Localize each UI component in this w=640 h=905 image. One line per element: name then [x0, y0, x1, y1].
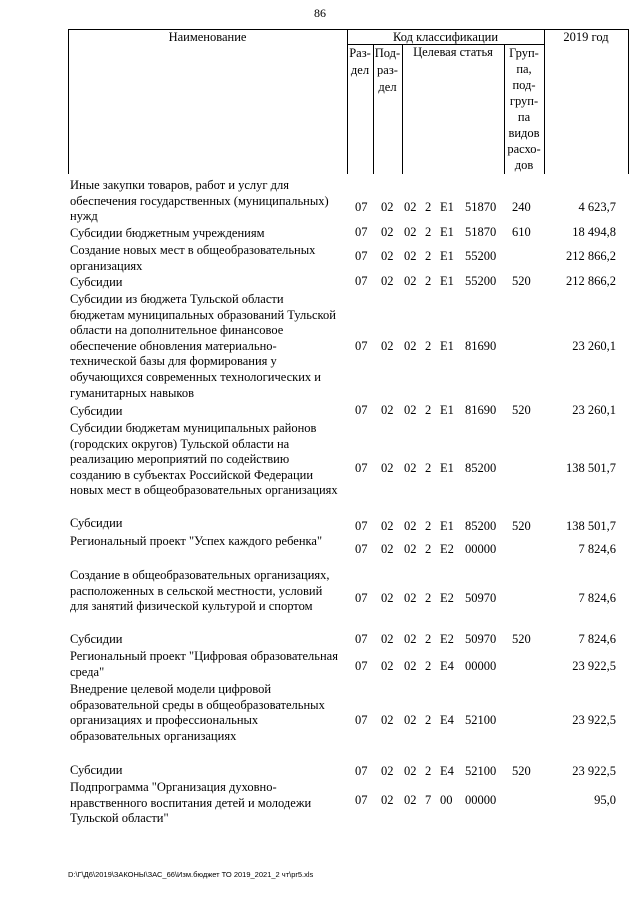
target-program-cell: 02	[404, 200, 417, 214]
target-project-cell: Е1	[440, 225, 454, 239]
row-name: Создание новых мест в общеобразовательных организациях	[70, 243, 316, 273]
amount-cell: 95,0	[594, 793, 616, 807]
row-name: Региональный проект "Успех каждого ребенка"	[70, 534, 323, 548]
target-subprogram-cell: 2	[425, 542, 432, 556]
expense-group-cell: 520	[512, 403, 531, 417]
table-row	[0, 568, 640, 631]
amount-cell: 7 824,6	[578, 632, 616, 646]
target-direction-cell: 85200	[465, 461, 497, 475]
target-direction-cell: 81690	[465, 403, 497, 417]
razdel-cell: 07	[355, 659, 368, 673]
target-program-cell: 02	[404, 274, 417, 288]
target-direction-cell: 50970	[465, 591, 497, 605]
target-direction-cell: 00000	[465, 793, 497, 807]
target-program-cell: 02	[404, 339, 417, 353]
target-direction-cell: 52100	[465, 713, 497, 727]
target-program-cell: 02	[404, 225, 417, 239]
table-row	[0, 682, 640, 762]
razdel-cell: 07	[355, 713, 368, 727]
col-header-year: 2019 год	[563, 30, 609, 44]
row-name: Субсидии	[70, 516, 123, 530]
amount-cell: 212 866,2	[566, 274, 616, 288]
table-row	[0, 780, 640, 827]
target-project-cell: Е1	[440, 461, 454, 475]
table-header	[68, 29, 628, 174]
podrazdel-cell: 02	[381, 659, 394, 673]
amount-cell: 138 501,7	[566, 461, 616, 475]
expense-group-cell: 240	[512, 200, 531, 214]
target-direction-cell: 50970	[465, 632, 497, 646]
amount-cell: 18 494,8	[572, 225, 616, 239]
razdel-cell: 07	[355, 403, 368, 417]
file-path-footer: D:\Г\Д6\2019\ЗАКОНЫ\ЗАС_66\Изм.бюджет ТО 2019_2021_2 чт\pr5.xls	[68, 870, 314, 879]
podrazdel-cell: 02	[381, 249, 394, 263]
target-program-cell: 02	[404, 519, 417, 533]
col-header-razdel: Раз- дел	[349, 46, 371, 77]
razdel-cell: 07	[355, 461, 368, 475]
razdel-cell: 07	[355, 339, 368, 353]
target-program-cell: 02	[404, 249, 417, 263]
target-direction-cell: 81690	[465, 339, 497, 353]
target-program-cell: 02	[404, 542, 417, 556]
target-project-cell: Е1	[440, 249, 454, 263]
target-subprogram-cell: 2	[425, 519, 432, 533]
row-name: Подпрограмма "Организация духовно-нравственного воспитания детей и молодежи Тульской области"	[70, 780, 312, 826]
target-project-cell: Е2	[440, 542, 454, 556]
target-direction-cell: 52100	[465, 764, 497, 778]
target-program-cell: 02	[404, 591, 417, 605]
table-row	[0, 534, 640, 570]
target-direction-cell: 51870	[465, 225, 497, 239]
table-row	[0, 404, 640, 420]
podrazdel-cell: 02	[381, 542, 394, 556]
podrazdel-cell: 02	[381, 591, 394, 605]
table-row	[0, 516, 640, 532]
razdel-cell: 07	[355, 274, 368, 288]
table-row	[0, 421, 640, 515]
amount-cell: 23 922,5	[572, 713, 616, 727]
col-header-podrazdel: Под- раз- дел	[374, 46, 401, 94]
target-project-cell: Е1	[440, 339, 454, 353]
row-name: Иные закупки товаров, работ и услуг для обеспечения государственных (муниципальных) нужд	[70, 178, 329, 224]
target-project-cell: 00	[440, 793, 453, 807]
target-subprogram-cell: 2	[425, 274, 432, 288]
target-subprogram-cell: 7	[425, 793, 432, 807]
target-project-cell: Е1	[440, 519, 454, 533]
amount-cell: 23 922,5	[572, 659, 616, 673]
razdel-cell: 07	[355, 249, 368, 263]
podrazdel-cell: 02	[381, 200, 394, 214]
expense-group-cell: 520	[512, 274, 531, 288]
target-program-cell: 02	[404, 713, 417, 727]
razdel-cell: 07	[355, 519, 368, 533]
razdel-cell: 07	[355, 632, 368, 646]
row-name: Субсидии бюджетам муниципальных районов (городских округов) Тульской области на реализацию мероприятий по содействию созданию в субъектах Российской Федерации новых мест в общеобразовательных организациях	[70, 421, 338, 498]
podrazdel-cell: 02	[381, 274, 394, 288]
table-row	[0, 632, 640, 648]
target-direction-cell: 00000	[465, 659, 497, 673]
table-row	[0, 649, 640, 680]
target-direction-cell: 55200	[465, 249, 497, 263]
col-header-group: Груп- па, под- груп- па видов расхо- дов	[507, 46, 541, 172]
target-subprogram-cell: 2	[425, 339, 432, 353]
target-project-cell: Е4	[440, 713, 454, 727]
row-name: Субсидии	[70, 763, 123, 777]
target-subprogram-cell: 2	[425, 659, 432, 673]
amount-cell: 7 824,6	[578, 591, 616, 605]
table-row	[0, 178, 640, 225]
target-project-cell: Е2	[440, 632, 454, 646]
target-direction-cell: 55200	[465, 274, 497, 288]
target-direction-cell: 51870	[465, 200, 497, 214]
target-subprogram-cell: 2	[425, 225, 432, 239]
table-row	[0, 292, 640, 403]
table-row	[0, 226, 640, 242]
target-subprogram-cell: 2	[425, 764, 432, 778]
target-program-cell: 02	[404, 793, 417, 807]
row-name: Субсидии бюджетным учреждениям	[70, 226, 265, 240]
target-project-cell: Е2	[440, 591, 454, 605]
razdel-cell: 07	[355, 764, 368, 778]
target-subprogram-cell: 2	[425, 713, 432, 727]
target-project-cell: Е1	[440, 274, 454, 288]
table-row	[0, 763, 640, 779]
row-name: Субсидии из бюджета Тульской области бюджетам муниципальных образований Тульской области на дополнительное финансовое обеспечение обновления материально-технической базы для формирования у обучающихся современных технологических и гуманитарных навыков	[70, 292, 336, 400]
razdel-cell: 07	[355, 225, 368, 239]
podrazdel-cell: 02	[381, 225, 394, 239]
col-header-name: Наименование	[168, 30, 247, 44]
target-subprogram-cell: 2	[425, 403, 432, 417]
amount-cell: 4 623,7	[578, 200, 616, 214]
row-name: Субсидии	[70, 632, 123, 646]
podrazdel-cell: 02	[381, 339, 394, 353]
expense-group-cell: 520	[512, 764, 531, 778]
expense-group-cell: 610	[512, 225, 531, 239]
col-header-target: Целевая статья	[413, 45, 493, 59]
expense-group-cell: 520	[512, 519, 531, 533]
amount-cell: 23 922,5	[572, 764, 616, 778]
row-name: Субсидии	[70, 275, 123, 289]
amount-cell: 7 824,6	[578, 542, 616, 556]
podrazdel-cell: 02	[381, 713, 394, 727]
col-header-classification: Код классификации	[392, 30, 499, 44]
podrazdel-cell: 02	[381, 632, 394, 646]
expense-group-cell: 520	[512, 632, 531, 646]
target-subprogram-cell: 2	[425, 461, 432, 475]
row-name: Субсидии	[70, 404, 123, 418]
target-subprogram-cell: 2	[425, 200, 432, 214]
target-project-cell: Е1	[440, 200, 454, 214]
row-name: Создание в общеобразовательных организациях, расположенных в сельской местности, условий для занятий физической культурой и спортом	[70, 568, 330, 614]
podrazdel-cell: 02	[381, 403, 394, 417]
target-subprogram-cell: 2	[425, 632, 432, 646]
target-project-cell: Е1	[440, 403, 454, 417]
amount-cell: 138 501,7	[566, 519, 616, 533]
target-program-cell: 02	[404, 403, 417, 417]
podrazdel-cell: 02	[381, 793, 394, 807]
target-subprogram-cell: 2	[425, 249, 432, 263]
razdel-cell: 07	[355, 591, 368, 605]
table-row	[0, 243, 640, 274]
target-subprogram-cell: 2	[425, 591, 432, 605]
table-row	[0, 275, 640, 291]
amount-cell: 23 260,1	[572, 339, 616, 353]
podrazdel-cell: 02	[381, 461, 394, 475]
target-direction-cell: 85200	[465, 519, 497, 533]
target-project-cell: Е4	[440, 659, 454, 673]
podrazdel-cell: 02	[381, 764, 394, 778]
razdel-cell: 07	[355, 793, 368, 807]
amount-cell: 212 866,2	[566, 249, 616, 263]
podrazdel-cell: 02	[381, 519, 394, 533]
target-direction-cell: 00000	[465, 542, 497, 556]
amount-cell: 23 260,1	[572, 403, 616, 417]
razdel-cell: 07	[355, 200, 368, 214]
target-program-cell: 02	[404, 461, 417, 475]
page-number: 86	[314, 6, 326, 20]
target-program-cell: 02	[404, 659, 417, 673]
target-program-cell: 02	[404, 632, 417, 646]
target-project-cell: Е4	[440, 764, 454, 778]
row-name: Внедрение целевой модели цифровой образовательной среды в общеобразовательных организациях и профессиональных образовательных организациях	[70, 682, 325, 743]
target-program-cell: 02	[404, 764, 417, 778]
row-name: Региональный проект "Цифровая образовательная среда"	[70, 649, 338, 679]
razdel-cell: 07	[355, 542, 368, 556]
